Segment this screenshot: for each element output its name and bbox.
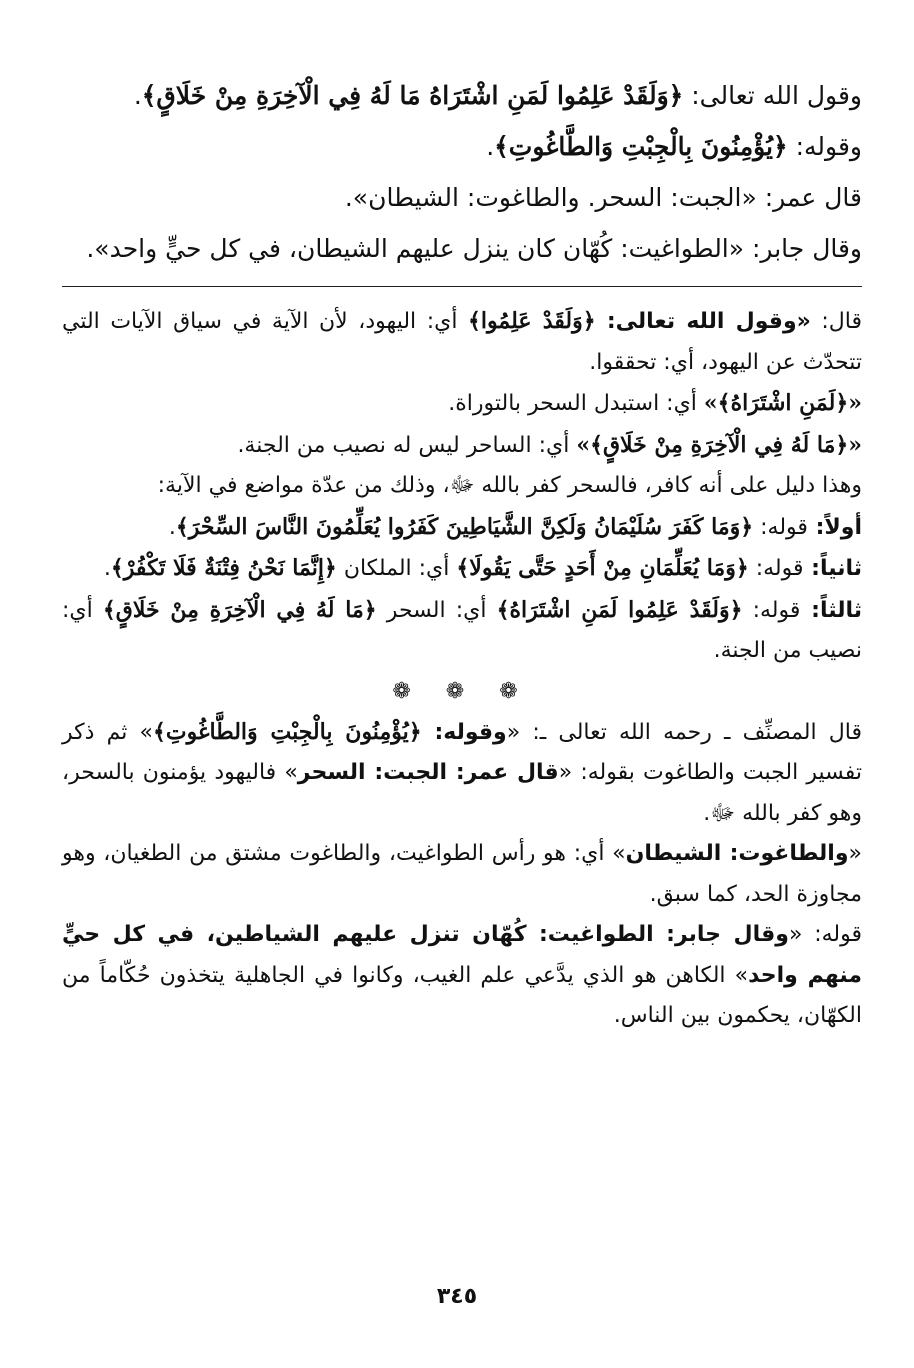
text-segment: أي: استبدل السحر بالتوراة.: [448, 391, 704, 416]
commentary-paragraph-7: [62, 590, 862, 672]
text-segment: قال:: [810, 309, 863, 334]
commentary-paragraph-2: [62, 383, 862, 425]
book-page: [62, 70, 862, 1037]
text-segment: » ثم ذكر تفسير الجبت والطاغوت بقوله: «: [62, 719, 862, 785]
text-segment: قال المصنِّف ـ رحمه الله تعالى ـ: «: [506, 719, 862, 745]
bold-quote: والطاغوت: الشيطان: [625, 841, 849, 866]
flower-ornament-divider: ❁ ❁ ❁: [392, 678, 532, 704]
text-segment: .: [103, 556, 111, 581]
text-segment: أي: السحر: [376, 597, 497, 623]
quran-verse: ﴿وَمَا كَفَرَ سُلَيْمَانُ وَلَكِنَّ الشَّيَاطِينَ كَفَرُوا يُعَلِّمُونَ النَّاسَ السِّحْرَ﴾: [175, 513, 754, 540]
quran-verse: ﴿يُؤْمِنُونَ بِالْجِبْتِ وَالطَّاغُوتِ﴾: [152, 718, 422, 745]
main-paragraph-3: قال عمر: «الجبت: السحر. والطاغوت: الشيطان».: [344, 183, 862, 212]
ordinal-label: ثانياً:: [803, 556, 862, 581]
commentary-paragraph-3: [62, 425, 862, 467]
quran-verse: ﴿إِنَّمَا نَحْنُ فِتْنَةٌ فَلَا تَكْفُرْ﴾: [110, 555, 337, 581]
quran-verse: ﴿وَلَقَدْ عَلِمُوا لَمَنِ اشْتَرَاهُ﴾: [496, 596, 743, 623]
ordinal-label: أولاً:: [807, 514, 862, 540]
text-segment: » فاليهود يؤمنون بالسحر، وهو كفر بالله ﷻ.: [62, 760, 862, 826]
text-segment: أي: نصيب من الجنة.: [62, 597, 862, 663]
ordinal-label: ثالثاً:: [800, 597, 862, 623]
text-segment: .: [486, 132, 495, 161]
main-paragraph-4: وقال جابر: «الطواغيت: كُهّان كان ينزل عليهم الشيطان، في كل حيٍّ واحد».: [86, 234, 862, 263]
quran-verse: ﴿وَلَقَدْ عَلِمُوا﴾: [468, 308, 596, 334]
commentary-paragraph-4: وهذا دليل على أنه كافر، فالسحر كفر بالله ﷻ، وذلك من عدّة مواضع في الآية:: [157, 473, 862, 498]
quran-verse: «﴿لَمَنِ اشْتَرَاهُ﴾»: [703, 390, 862, 416]
text-segment: أي: الساحر ليس له نصيب من الجنة.: [237, 432, 577, 458]
text-segment: أي: اليهود، لأن الآية في سياق الآيات التي تتحدّث عن اليهود، أي: تحققوا.: [62, 309, 862, 375]
commentary-paragraph-9: [62, 834, 862, 915]
main-paragraph-1: [62, 70, 862, 121]
text-segment: «: [848, 841, 862, 866]
bold-quote: وقال جابر: الطواغيت: كُهّان تنزل عليهم الشياطين، في كل حيٍّ منهم واحد: [62, 922, 862, 988]
quran-verse: ﴿وَمَا يُعَلِّمَانِ مِنْ أَحَدٍ حَتَّى يَقُولَا﴾: [456, 555, 749, 581]
quran-verse: ﴿مَا لَهُ فِي الْآخِرَةِ مِنْ خَلَاقٍ﴾: [102, 596, 377, 623]
commentary-paragraph-1: [62, 301, 862, 383]
text-segment: وقوله:: [787, 132, 862, 161]
text-segment: وقول الله تعالى:: [683, 81, 862, 110]
text-segment: » الكاهن هو الذي يدَّعي علم الغيب، وكانوا في الجاهلية يتخذون حُكّاماً من الكهّان، يحكمون بين الناس.: [62, 962, 862, 1028]
commentary: [62, 301, 862, 1037]
text-segment: قوله: «: [788, 922, 863, 947]
quran-verse: «﴿مَا لَهُ فِي الْآخِرَةِ مِنْ خَلَاقٍ﴾»: [576, 431, 862, 458]
text-segment: .: [133, 81, 142, 110]
section-divider-line: [62, 286, 862, 287]
main-text: [62, 70, 862, 274]
commentary-paragraph-8: [62, 712, 862, 835]
quran-verse: ﴿يُؤْمِنُونَ بِالْجِبْتِ وَالطَّاغُوتِ﴾: [494, 132, 788, 161]
main-paragraph-2: [62, 121, 862, 172]
page-number: ٣٤٥: [436, 1284, 478, 1309]
text-segment: أي: الملكان: [336, 556, 457, 581]
commentary-paragraph-5: [62, 507, 862, 549]
quran-verse: ﴿وَلَقَدْ عَلِمُوا لَمَنِ اشْتَرَاهُ مَا لَهُ فِي الْآخِرَةِ مِنْ خَلَاقٍ﴾: [141, 81, 684, 110]
text-segment: » أي: هو رأس الطواغيت، والطاغوت مشتق من الطغيان، وهو مجاوزة الحد، كما سبق.: [62, 841, 862, 907]
commentary-paragraph-6: [62, 548, 862, 590]
commentary-paragraph-10: [62, 915, 862, 1037]
text-segment: قوله:: [748, 556, 804, 581]
text-segment: قوله:: [753, 514, 808, 540]
bold-quote: «وقول الله تعالى:: [595, 309, 811, 334]
text-segment: قوله:: [742, 597, 801, 623]
text-segment: .: [168, 514, 176, 540]
bold-quote: قال عمر: الجبت: السحر: [297, 760, 559, 785]
bold-quote: وقوله:: [421, 719, 507, 745]
